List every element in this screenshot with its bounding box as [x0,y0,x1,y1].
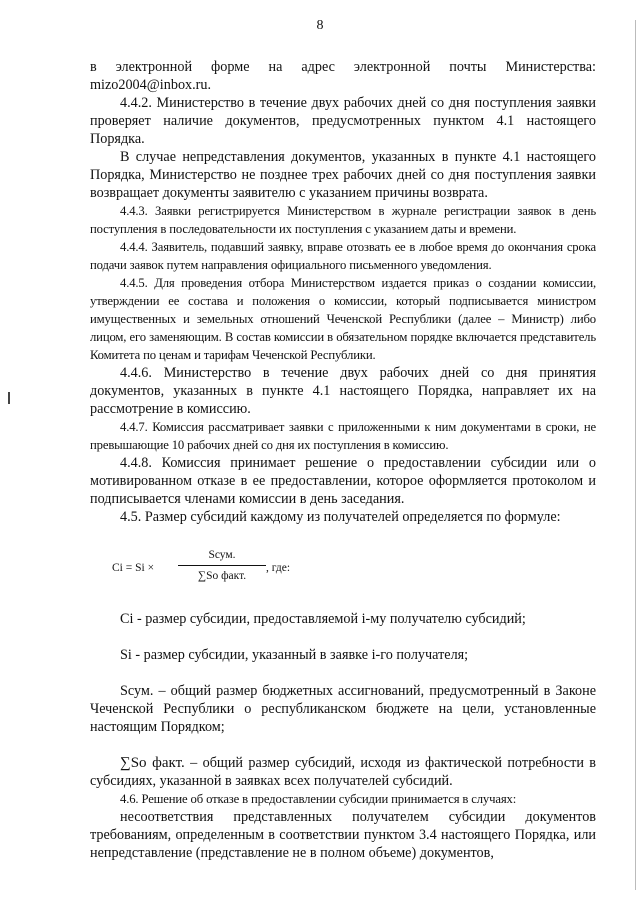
formula-suffix: , где: [266,562,291,574]
paragraph-4-4-8: 4.4.8. Комиссия принимает решение о предоставлении субсидии или о мотивированном отказе в ее предоставлении, которое оформляется протоколом и подписывается членами комиссии в день заседания. [90,455,596,507]
formula-numerator: Sсум. [178,546,266,566]
page-number: 8 [316,18,324,33]
definition-si: Si - размер субсидии, указанный в заявке i-го получателя; [120,647,469,663]
formula-fraction [178,546,266,585]
definition-ci: Ci - размер субсидии, предоставляемой i-му получателю субсидий; [120,611,526,627]
paragraph-4-4-5: 4.4.5. Для проведения отбора Министерством издается приказ о создании комиссии, утверждении ее состава и положения о комиссии, который подписывается министром имущественных и земельных отношений Чеченской Республики (далее – Министр) либо лицом, его заменяющим. В состав комиссии в обязательном порядке включается представитель Комитета по ценам и тарифам Чеченской Республики. [90,276,596,362]
sum-symbol: ∑So факт. [120,755,185,771]
subsidy-formula [112,546,596,586]
definition-sum-fact [90,754,596,790]
scan-edge-line [635,20,636,890]
paragraph-noncompliance: несоответствия представленных получателем субсидии документов требованиям, определенным в соответствии пунктом 3.4 настоящего Порядка, или непредставление (представление не в полном объеме) документов, [90,809,596,861]
paragraph-non-submission: В случае непредставления документов, указанных в пункте 4.1 настоящего Порядка, Министерство не позднее трех рабочих дней со дня поступления заявки возвращает документы заявителю с указанием причины возврата. [90,149,596,201]
scan-edge-mark [8,392,10,404]
paragraph-4-4-4: 4.4.4. Заявитель, подавший заявку, вправе отозвать ее в любое время до окончания срока подачи заявок путем направления официального письменного уведомления. [90,240,596,272]
formula-lhs: Ci = Si × [112,562,155,574]
document-body [90,58,596,862]
definition-ssum: Sсум. – общий размер бюджетных ассигнований, предусмотренный в Законе Чеченской Республики о республиканском бюджете на цели, установленные настоящим Порядком; [90,683,596,735]
sum-definition-text: – общий размер субсидий, исходя из фактической потребности в субсидиях, указанной в заявках всех получателей субсидий. [90,755,597,789]
paragraph-4-4-7: 4.4.7. Комиссия рассматривает заявки с приложенными к ним документами в сроки, не превышающие 10 рабочих дней со дня их поступления в комиссию. [90,420,596,452]
paragraph-4-4-6: 4.4.6. Министерство в течение двух рабочих дней со дня принятия документов, указанных в пункте 4.1 настоящего Порядка, направляет их на рассмотрение в комиссию. [90,365,596,417]
paragraph-4-5: 4.5. Размер субсидий каждому из получателей определяется по формуле: [120,509,561,525]
formula-denominator: ∑So факт. [197,570,247,582]
paragraph-4-4-3: 4.4.3. Заявки регистрируется Министерством в журнале регистрации заявок в день поступления в последовательности их поступления с указанием даты и времени. [90,204,596,236]
paragraph-4-4-2: 4.4.2. Министерство в течение двух рабочих дней со дня поступления заявки проверяет наличие документов, предусмотренных пунктом 4.1 настоящего Порядка. [90,95,596,147]
paragraph-email: в электронной форме на адрес электронной почты Министерства: mizo2004@inbox.ru. [90,59,596,93]
paragraph-4-6: 4.6. Решение об отказе в предоставлении субсидии принимается в случаях: [120,792,517,806]
